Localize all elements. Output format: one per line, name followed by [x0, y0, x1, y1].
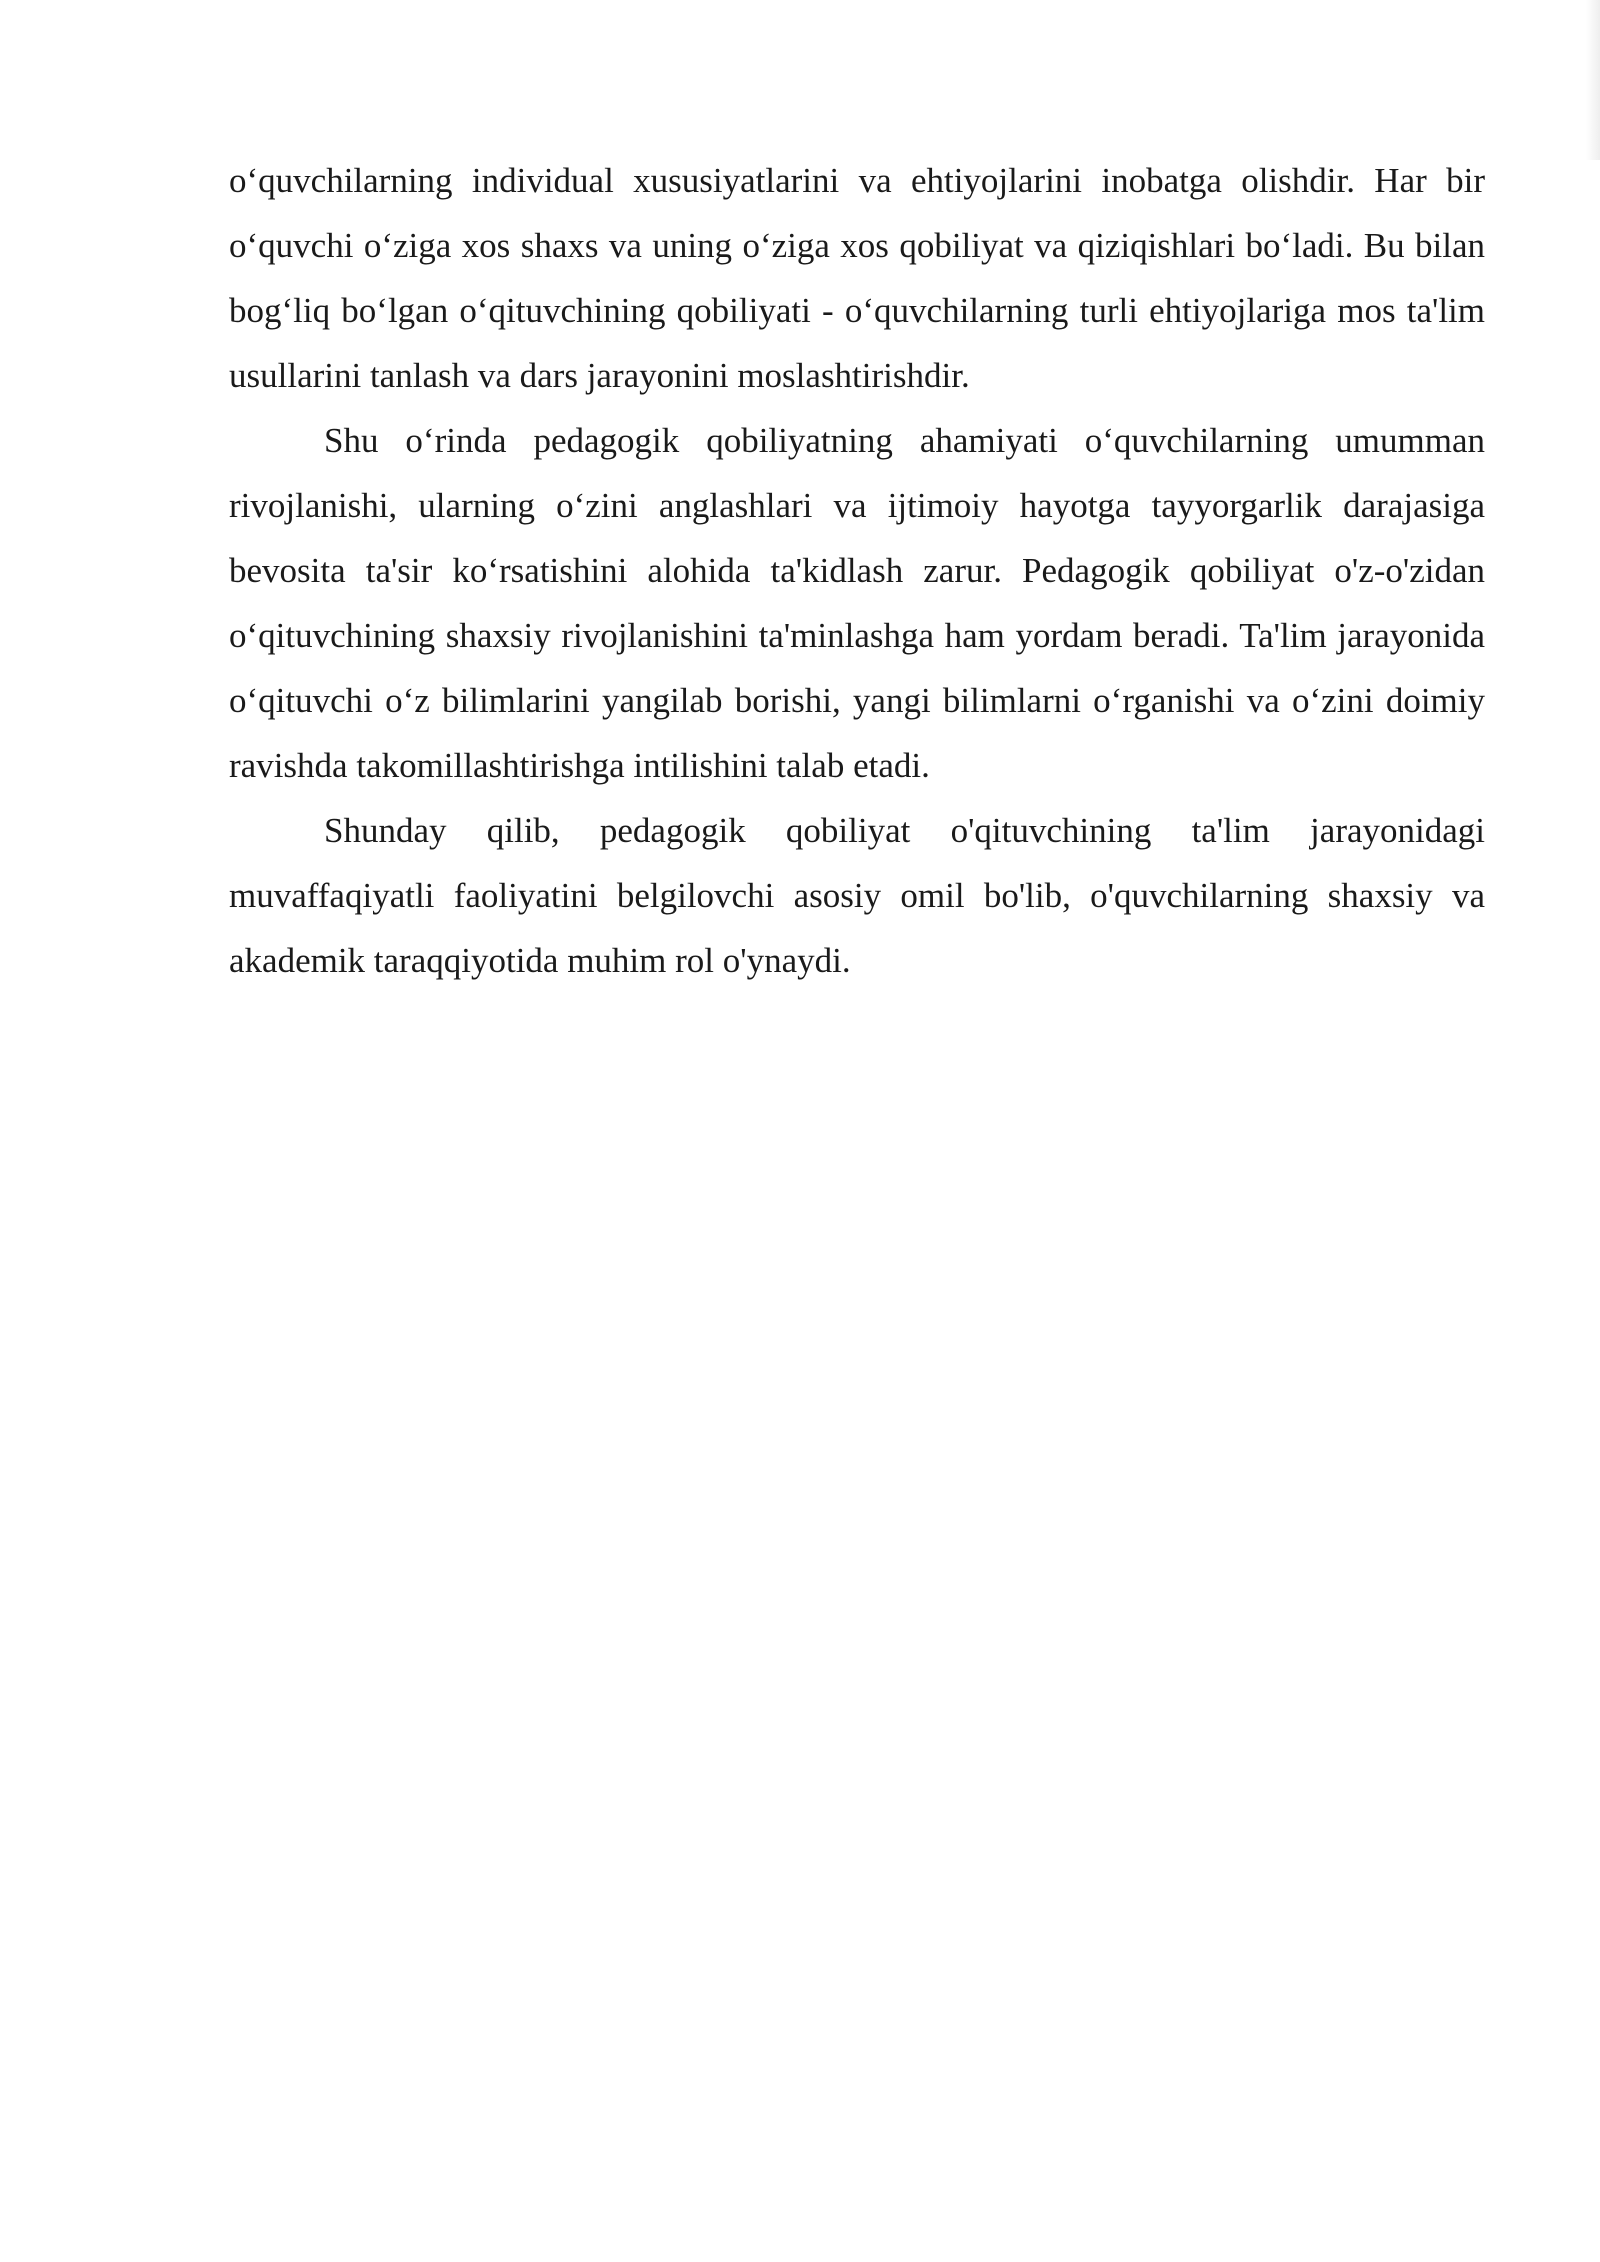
document-body [229, 148, 1485, 993]
paragraph-conclusion: Shunday qilib, pedagogik qobiliyat o'qituvchining ta'lim jarayonidagi muvaffaqiyatli faoliyatini belgilovchi asosiy omil bo'lib, o'quvchilarning shaxsiy va akademik taraqqiyotida muhim rol o'ynaydi. [229, 811, 1485, 980]
paragraph-pedagogical-importance: Shu o‘rinda pedagogik qobiliyatning ahamiyati o‘quvchilarning umumman rivojlanishi, ularning o‘zini anglashlari va ijtimoiy hayotga tayyorgarlik darajasiga bevosita ta'sir ko‘rsatishini alohida ta'kidlash zarur. Pedagogik qobiliyat o'z-o'zidan o‘qituvchining shaxsiy rivojlanishini ta'minlashga ham yordam beradi. Ta'lim jarayonida o‘qituvchi o‘z bilimlarini yangilab borishi, yangi bilimlarni o‘rganishi va o‘zini doimiy ravishda takomillashtirishga intilishini talab etadi. [229, 421, 1485, 785]
page-edge-shadow [1586, 0, 1600, 160]
paragraph-continuation: o‘quvchilarning individual xususiyatlarini va ehtiyojlarini inobatga olishdir. Har bir o‘quvchi o‘ziga xos shaxs va uning o‘ziga xos qobiliyat va qiziqishlari bo‘ladi. Bu bilan bog‘liq bo‘lgan o‘qituvchining qobiliyati - o‘quvchilarning turli ehtiyojlariga mos ta'lim usullarini tanlash va dars jarayonini moslashtirishdir. [229, 161, 1485, 395]
